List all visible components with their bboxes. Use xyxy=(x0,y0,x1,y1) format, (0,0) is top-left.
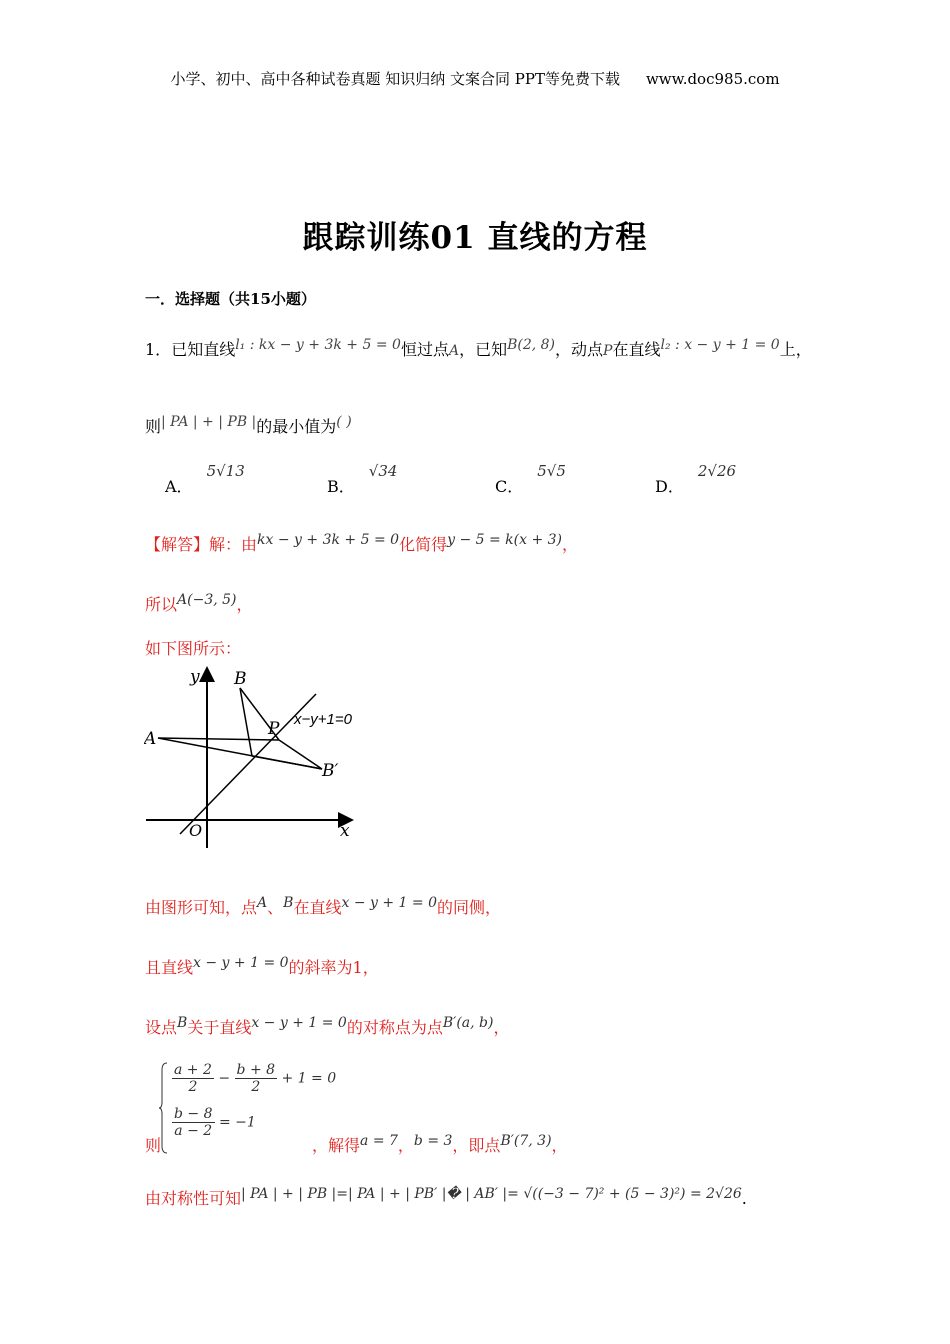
label-x: x xyxy=(340,821,350,841)
answer-line-7-prefix: 则 xyxy=(145,1136,162,1155)
page-title: 跟踪训练01 直线的方程 xyxy=(302,220,648,256)
answer-line-6: 设点B关于直线x − y + 1 = 0的对称点为点B′(a, b)， xyxy=(145,1015,510,1037)
label-a: A xyxy=(144,729,157,749)
final-result-expression: | PA | + | PB |=| PA | + | PB′ |� | AB′ |= √((−3 − 7)² + (5 − 3)²) = 2√26 xyxy=(241,1186,742,1202)
expression-pa-pb: | PA | + | PB | xyxy=(161,414,257,430)
label-line-equation: x−y+1=0 xyxy=(294,711,352,728)
answer-line-7: ，解得a = 7，b = 3，即点B′(7, 3)， xyxy=(312,1133,568,1155)
option-a[interactable]: A．5√13 xyxy=(165,462,245,496)
answer-line-3: 如下图所示： xyxy=(145,639,242,658)
answer-line-5: 且直线x − y + 1 = 0的斜率为1， xyxy=(145,955,379,977)
question-number: 1． xyxy=(145,340,172,359)
question-line-2: 则| PA | + | PB |的最小值为( ) xyxy=(145,414,352,436)
system-equation-1: $\frac{a + 2}{2}$ − $\frac{b + 8}{2}$ + 1 = 0 xyxy=(174,1062,337,1095)
system-equation-2: $\frac{b - 8}{a - 2}$ = −1 xyxy=(174,1106,256,1139)
answer-line-4: 由图形可知，点A、B在直线x − y + 1 = 0的同侧， xyxy=(145,895,501,917)
label-bprime: B′ xyxy=(322,761,339,781)
header-left-text: 小学、初中、高中各种试卷真题 知识归纳 文案合同 PPT等免费下载 xyxy=(170,70,620,88)
option-c[interactable]: C．5√5 xyxy=(495,462,566,496)
point-b: B(2, 8) xyxy=(507,337,556,353)
line-l1-equation: l₁ : kx − y + 3k + 5 = 0 xyxy=(235,337,401,353)
option-b[interactable]: B．√34 xyxy=(327,462,398,496)
label-y: y xyxy=(190,667,200,687)
geometry-figure xyxy=(144,664,374,850)
answer-line-1: 【解答】解：由kx − y + 3k + 5 = 0化简得y − 5 = k(x + 3)， xyxy=(145,532,579,554)
answer-line-2: 所以A(−3, 5)， xyxy=(145,592,253,614)
section-heading: 一．选择题（共15小题） xyxy=(145,290,316,308)
line-l2-equation: l₂ : x − y + 1 = 0 xyxy=(660,337,780,353)
label-b: B xyxy=(234,669,247,689)
label-o: O xyxy=(189,821,203,840)
answer-blank: ( ) xyxy=(336,414,352,430)
option-d[interactable]: D．2√26 xyxy=(655,462,737,496)
page-header xyxy=(0,68,950,89)
segment-a-p xyxy=(158,738,279,740)
point-a: A(−3, 5) xyxy=(177,592,237,608)
segment-b-bprime-1 xyxy=(240,688,252,756)
point-bprime: B′(7, 3) xyxy=(500,1133,552,1149)
header-url[interactable]: www.doc985.com xyxy=(645,70,780,88)
answer-tag: 【解答】 xyxy=(145,535,210,554)
question-line-1: 1．已知直线l₁ : kx − y + 3k + 5 = 0恒过点A，已知B(2, 8)，动点P在直线l₂ : x − y + 1 = 0上， xyxy=(145,337,812,359)
answer-line-8: 由对称性可知| PA | + | PB |=| PA | + | PB′ |� | AB′ |= √((−3 − 7)² + (5 − 3)²) = 2√26. xyxy=(145,1186,747,1208)
label-p: P xyxy=(268,719,280,739)
